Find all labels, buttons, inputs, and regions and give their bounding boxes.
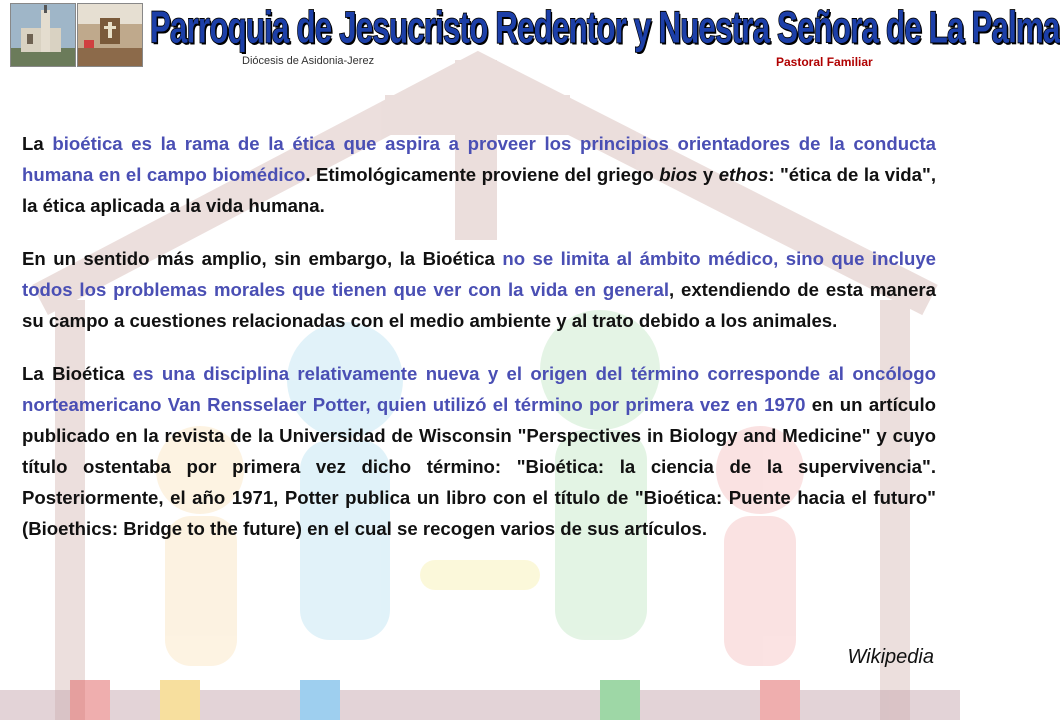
text-segment: y [697,164,719,185]
paragraph-2 [22,243,936,336]
main-text [22,128,936,566]
pastoral-label: Pastoral Familiar [776,55,873,69]
text-segment: bioética es la rama de la ética que aspira a proveer los principios orientadores de la conducta humana en el campo biomédico [22,133,936,185]
text-segment: ethos [718,164,769,185]
text-segment: , extendiendo de esta manera su campo a cuestiones relacionadas con el medio ambiente y al trato debido a los animales. [22,279,937,331]
text-segment: La [22,133,53,154]
text-segment: es una disciplina relativamente nueva y el origen del término corresponde al oncólogo norteamericano Van Rensselaer Potter, quien utilizó el término por primera vez en 1970 [22,363,936,415]
diocese-label: Diócesis de Asidonia-Jerez [242,55,375,67]
text-segment: En un sentido más amplio, sin embargo, la Bioética [22,248,503,269]
text-segment: : "ética de la vida", la ética aplicada a la vida humana. [22,164,936,216]
parish-title: Parroquia de Jesucristo Redentor y Nuestra Señora de La Palma [150,3,1060,53]
header [0,0,1060,72]
text-segment: no se limita al ámbito médico, sino que incluye todos los problemas morales que tienen que ver con la vida en general [22,248,937,300]
text-segment: La Bioética [22,363,133,384]
text-segment: . Etimológicamente proviene del griego [305,164,660,185]
text-segment: bios [659,164,698,185]
source-attribution: Wikipedia [847,646,934,668]
paragraph-1 [22,128,936,221]
church-interior-photo [77,3,143,67]
text-segment: en un artículo publicado en la revista de la Universidad de Wisconsin "Perspectives in Biology and Medicine" y cuyo título ostentaba por primera vez dicho término: "Bioética: la ciencia de la supervivencia". Posteriormente, el año 1971, Potter publica un libro con el título de "Bioética: Puente hacia el futuro" (Bioethics: Bridge to the future) en el cual se recogen varios de sus artículos. [22,394,936,539]
church-exterior-photo [10,3,76,67]
paragraph-3 [22,358,936,544]
